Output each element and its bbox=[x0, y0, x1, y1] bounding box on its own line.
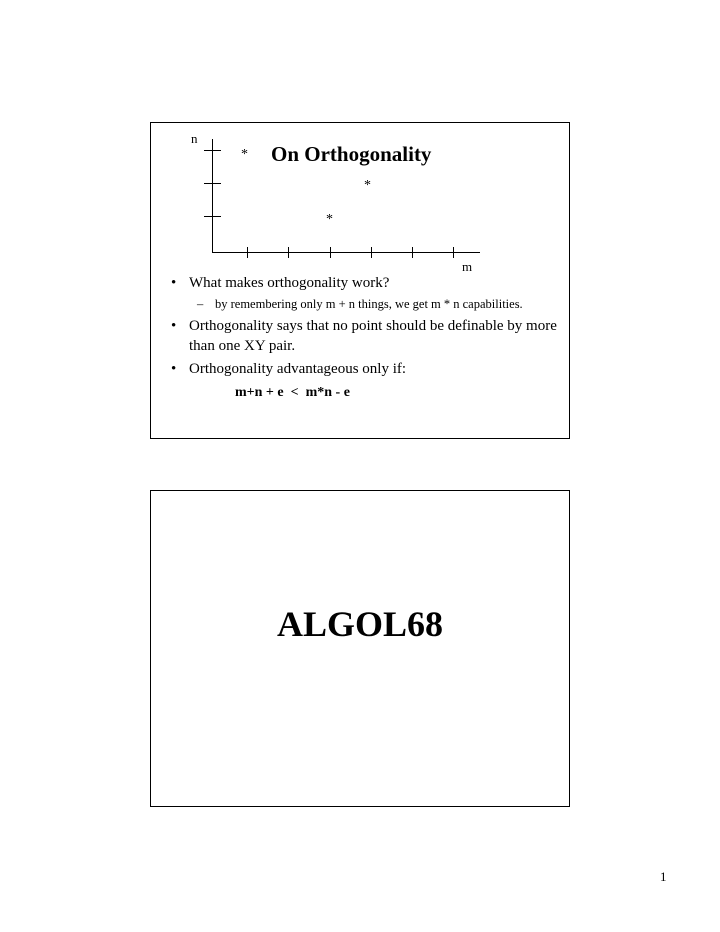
sub-bullet-item bbox=[171, 296, 571, 312]
x-axis-line bbox=[212, 252, 480, 253]
sub-bullet-icon: – bbox=[197, 297, 204, 311]
bullet-list bbox=[171, 273, 571, 401]
bullet-text: Orthogonality says that no point should be definable by more than one XY pair. bbox=[189, 318, 557, 354]
bullet-item bbox=[171, 273, 571, 293]
bullet-icon: • bbox=[171, 275, 177, 291]
y-axis-line bbox=[212, 139, 213, 252]
plot-marker: * bbox=[364, 178, 371, 193]
x-axis-tick bbox=[247, 247, 248, 258]
y-axis-tick bbox=[204, 216, 221, 217]
slide-on-orthogonality bbox=[150, 122, 570, 439]
y-axis-tick bbox=[204, 150, 221, 151]
x-axis-tick bbox=[371, 247, 372, 258]
plot-marker: * bbox=[241, 147, 248, 162]
slide-title: On Orthogonality bbox=[271, 142, 432, 166]
x-axis-tick bbox=[330, 247, 331, 258]
bullet-icon: • bbox=[171, 361, 177, 377]
slide-algol68 bbox=[150, 490, 570, 807]
x-axis-label: m bbox=[462, 259, 473, 274]
y-axis-label: n bbox=[191, 131, 198, 146]
bullet-text: What makes orthogonality work? bbox=[189, 275, 390, 291]
x-axis-tick bbox=[412, 247, 413, 258]
plot-marker: * bbox=[326, 212, 333, 227]
bullet-text: Orthogonality advantageous only if: bbox=[189, 361, 407, 377]
bullet-item bbox=[171, 359, 571, 379]
x-axis-tick bbox=[453, 247, 454, 258]
bullet-icon: • bbox=[171, 318, 177, 334]
y-axis-tick bbox=[204, 183, 221, 184]
page-number: 1 bbox=[660, 869, 667, 884]
sub-bullet-text: by remembering only m + n things, we get m * n capabilities. bbox=[215, 297, 523, 311]
slide-title: ALGOL68 bbox=[276, 604, 444, 644]
formula: m+n + e < m*n - e bbox=[235, 385, 350, 400]
bullet-item bbox=[171, 316, 571, 356]
x-axis-tick bbox=[288, 247, 289, 258]
